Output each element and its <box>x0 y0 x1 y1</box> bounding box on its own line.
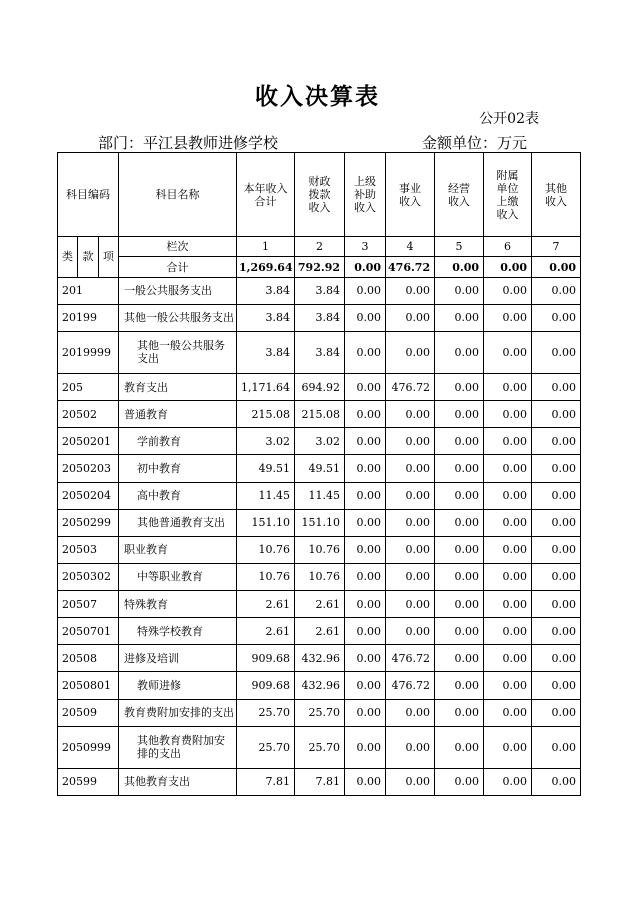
amount-cell: 0.00 <box>484 509 532 536</box>
subject-code: 2050999 <box>58 726 119 768</box>
amount-cell: 0.00 <box>345 768 386 795</box>
subject-name: 普通教育 <box>119 401 237 428</box>
subject-name: 其他一般公共服务支出 <box>119 331 237 373</box>
amount-cell: 0.00 <box>386 726 435 768</box>
column-number-row <box>58 237 581 257</box>
amount-cell: 0.00 <box>386 304 435 331</box>
total-value: 792.92 <box>295 257 345 277</box>
amount-cell: 1,171.64 <box>237 374 295 401</box>
amount-cell: 0.00 <box>532 509 581 536</box>
amount-cell: 0.00 <box>532 277 581 304</box>
amount-cell: 0.00 <box>532 699 581 726</box>
subject-code: 201 <box>58 277 119 304</box>
header-row <box>58 153 581 237</box>
amount-cell: 2.61 <box>295 618 345 645</box>
amount-cell: 11.45 <box>295 482 345 509</box>
subject-code: 20509 <box>58 699 119 726</box>
table-row <box>58 726 581 768</box>
amount-cell: 0.00 <box>345 277 386 304</box>
total-value: 476.72 <box>386 257 435 277</box>
subject-code: 2050204 <box>58 482 119 509</box>
table-row <box>58 277 581 304</box>
amount-cell: 0.00 <box>532 304 581 331</box>
amount-cell: 0.00 <box>532 726 581 768</box>
amount-cell: 0.00 <box>532 536 581 563</box>
amount-cell: 0.00 <box>532 591 581 618</box>
table-row <box>58 591 581 618</box>
amount-cell: 432.96 <box>295 645 345 672</box>
subject-code: 2050302 <box>58 563 119 590</box>
amount-cell: 215.08 <box>237 401 295 428</box>
subject-name: 其他一般公共服务支出 <box>119 304 237 331</box>
total-value: 0.00 <box>435 257 484 277</box>
amount-cell: 25.70 <box>295 699 345 726</box>
amount-cell: 0.00 <box>435 455 484 482</box>
amount-cell: 0.00 <box>435 374 484 401</box>
amount-cell: 0.00 <box>386 482 435 509</box>
amount-cell: 0.00 <box>484 591 532 618</box>
subject-name: 特殊学校教育 <box>119 618 237 645</box>
income-table <box>57 152 581 796</box>
amount-cell: 0.00 <box>386 331 435 373</box>
amount-cell: 0.00 <box>435 726 484 768</box>
table-row <box>58 509 581 536</box>
amount-cell: 10.76 <box>295 563 345 590</box>
amount-cell: 0.00 <box>435 645 484 672</box>
amount-cell: 0.00 <box>345 455 386 482</box>
subject-name: 特殊教育 <box>119 591 237 618</box>
subject-name: 一般公共服务支出 <box>119 277 237 304</box>
amount-cell: 0.00 <box>435 509 484 536</box>
amount-cell: 7.81 <box>237 768 295 795</box>
amount-cell: 0.00 <box>484 455 532 482</box>
amount-cell: 0.00 <box>484 672 532 699</box>
amount-cell: 0.00 <box>484 401 532 428</box>
table-row <box>58 455 581 482</box>
amount-cell: 151.10 <box>237 509 295 536</box>
amount-cell: 0.00 <box>386 563 435 590</box>
amount-cell: 0.00 <box>345 536 386 563</box>
subject-name: 其他教育费附加安排的支出 <box>119 726 237 768</box>
amount-cell: 3.84 <box>295 277 345 304</box>
amount-cell: 0.00 <box>386 428 435 455</box>
amount-cell: 0.00 <box>345 509 386 536</box>
amount-cell: 0.00 <box>345 726 386 768</box>
amount-cell: 0.00 <box>532 768 581 795</box>
total-value: 0.00 <box>345 257 386 277</box>
amount-cell: 49.51 <box>237 455 295 482</box>
amount-cell: 0.00 <box>345 374 386 401</box>
amount-cell: 909.68 <box>237 645 295 672</box>
amount-cell: 11.45 <box>237 482 295 509</box>
subject-code: 205 <box>58 374 119 401</box>
table-row <box>58 482 581 509</box>
amount-cell: 25.70 <box>237 699 295 726</box>
amount-cell: 0.00 <box>386 455 435 482</box>
subject-name: 高中教育 <box>119 482 237 509</box>
amount-cell: 0.00 <box>345 699 386 726</box>
subject-code: 2050201 <box>58 428 119 455</box>
col-number: 5 <box>435 237 484 257</box>
amount-cell: 0.00 <box>345 331 386 373</box>
subject-code: 2050299 <box>58 509 119 536</box>
amount-cell: 0.00 <box>345 482 386 509</box>
table-row <box>58 428 581 455</box>
table-row <box>58 699 581 726</box>
department-label: 部门：平江县教师进修学校 <box>98 134 279 152</box>
amount-unit-label: 金额单位：万元 <box>422 134 528 152</box>
amount-cell: 0.00 <box>386 509 435 536</box>
amount-cell: 0.00 <box>345 618 386 645</box>
page-title: 收入决算表 <box>255 83 380 110</box>
col-number: 1 <box>237 237 295 257</box>
subject-code: 20507 <box>58 591 119 618</box>
amount-cell: 49.51 <box>295 455 345 482</box>
subject-name: 进修及培训 <box>119 645 237 672</box>
amount-cell: 0.00 <box>532 401 581 428</box>
amount-cell: 0.00 <box>435 536 484 563</box>
amount-cell: 0.00 <box>345 672 386 699</box>
total-row <box>58 257 581 277</box>
amount-cell: 0.00 <box>345 645 386 672</box>
subject-name: 教师进修 <box>119 672 237 699</box>
subject-code: 2050701 <box>58 618 119 645</box>
subject-code: 20199 <box>58 304 119 331</box>
amount-cell: 3.84 <box>237 304 295 331</box>
amount-cell: 2.61 <box>237 618 295 645</box>
header-affiliated: 附属单位上缴收入 <box>484 153 532 237</box>
amount-cell: 0.00 <box>532 563 581 590</box>
amount-cell: 0.00 <box>435 304 484 331</box>
table-row <box>58 331 581 373</box>
form-number: 公开02表 <box>479 111 539 127</box>
amount-cell: 215.08 <box>295 401 345 428</box>
header-code: 科目编码 <box>58 153 119 237</box>
amount-cell: 0.00 <box>435 277 484 304</box>
amount-cell: 0.00 <box>345 401 386 428</box>
subject-name: 中等职业教育 <box>119 563 237 590</box>
amount-cell: 0.00 <box>435 482 484 509</box>
amount-cell: 0.00 <box>435 618 484 645</box>
amount-cell: 694.92 <box>295 374 345 401</box>
amount-cell: 432.96 <box>295 672 345 699</box>
header-business: 事业收入 <box>386 153 435 237</box>
subject-name: 职业教育 <box>119 536 237 563</box>
header-fiscal: 财政拨款收入 <box>295 153 345 237</box>
amount-cell: 0.00 <box>484 428 532 455</box>
amount-cell: 0.00 <box>386 699 435 726</box>
subject-code: 20508 <box>58 645 119 672</box>
subject-name: 其他教育支出 <box>119 768 237 795</box>
amount-cell: 0.00 <box>345 563 386 590</box>
total-value: 0.00 <box>532 257 581 277</box>
subject-code: 20502 <box>58 401 119 428</box>
amount-cell: 151.10 <box>295 509 345 536</box>
header-operating: 经营收入 <box>435 153 484 237</box>
subject-code: 2050801 <box>58 672 119 699</box>
amount-cell: 0.00 <box>484 277 532 304</box>
total-value: 0.00 <box>484 257 532 277</box>
amount-cell: 25.70 <box>237 726 295 768</box>
amount-cell: 0.00 <box>345 428 386 455</box>
subject-name: 教育支出 <box>119 374 237 401</box>
amount-cell: 0.00 <box>386 536 435 563</box>
amount-cell: 0.00 <box>484 374 532 401</box>
amount-cell: 476.72 <box>386 672 435 699</box>
header-lei: 类 <box>58 237 78 277</box>
amount-cell: 0.00 <box>484 482 532 509</box>
amount-cell: 0.00 <box>532 645 581 672</box>
amount-cell: 0.00 <box>532 374 581 401</box>
col-number: 7 <box>532 237 581 257</box>
amount-cell: 476.72 <box>386 374 435 401</box>
table-row <box>58 536 581 563</box>
amount-cell: 0.00 <box>484 699 532 726</box>
amount-cell: 0.00 <box>484 726 532 768</box>
subject-code: 20599 <box>58 768 119 795</box>
amount-cell: 10.76 <box>237 536 295 563</box>
amount-cell: 0.00 <box>435 428 484 455</box>
amount-cell: 0.00 <box>386 591 435 618</box>
amount-cell: 0.00 <box>484 618 532 645</box>
amount-cell: 0.00 <box>484 645 532 672</box>
amount-cell: 0.00 <box>484 536 532 563</box>
header-name: 科目名称 <box>119 153 237 237</box>
amount-cell: 0.00 <box>386 618 435 645</box>
col-number: 2 <box>295 237 345 257</box>
amount-cell: 3.84 <box>295 304 345 331</box>
table-row <box>58 304 581 331</box>
amount-cell: 0.00 <box>386 277 435 304</box>
header-xiang: 项 <box>99 237 119 277</box>
table-row <box>58 374 581 401</box>
amount-cell: 3.02 <box>295 428 345 455</box>
amount-cell: 0.00 <box>386 401 435 428</box>
column-number-label: 栏次 <box>119 237 237 257</box>
subject-name: 教育费附加安排的支出 <box>119 699 237 726</box>
amount-cell: 0.00 <box>484 304 532 331</box>
table-row <box>58 768 581 795</box>
amount-cell: 0.00 <box>435 563 484 590</box>
header-total: 本年收入合计 <box>237 153 295 237</box>
amount-cell: 0.00 <box>345 304 386 331</box>
col-number: 3 <box>345 237 386 257</box>
table-row <box>58 645 581 672</box>
table-row <box>58 401 581 428</box>
subject-name: 其他普通教育支出 <box>119 509 237 536</box>
amount-cell: 0.00 <box>435 699 484 726</box>
amount-cell: 10.76 <box>295 536 345 563</box>
amount-cell: 0.00 <box>484 768 532 795</box>
header-other: 其他收入 <box>532 153 581 237</box>
amount-cell: 0.00 <box>435 331 484 373</box>
amount-cell: 3.02 <box>237 428 295 455</box>
amount-cell: 25.70 <box>295 726 345 768</box>
col-number: 4 <box>386 237 435 257</box>
col-number: 6 <box>484 237 532 257</box>
table-row <box>58 672 581 699</box>
amount-cell: 0.00 <box>532 672 581 699</box>
subject-name: 初中教育 <box>119 455 237 482</box>
amount-cell: 0.00 <box>532 455 581 482</box>
amount-cell: 0.00 <box>484 331 532 373</box>
amount-cell: 0.00 <box>345 591 386 618</box>
amount-cell: 0.00 <box>532 482 581 509</box>
amount-cell: 0.00 <box>484 563 532 590</box>
amount-cell: 0.00 <box>435 591 484 618</box>
amount-cell: 10.76 <box>237 563 295 590</box>
amount-cell: 2.61 <box>237 591 295 618</box>
amount-cell: 0.00 <box>435 401 484 428</box>
header-subsidy: 上级补助收入 <box>345 153 386 237</box>
amount-cell: 476.72 <box>386 645 435 672</box>
amount-cell: 909.68 <box>237 672 295 699</box>
table-row <box>58 618 581 645</box>
total-label: 合计 <box>119 257 237 277</box>
amount-cell: 3.84 <box>295 331 345 373</box>
amount-cell: 0.00 <box>435 768 484 795</box>
total-value: 1,269.64 <box>237 257 295 277</box>
subject-name: 学前教育 <box>119 428 237 455</box>
amount-cell: 3.84 <box>237 277 295 304</box>
amount-cell: 0.00 <box>532 331 581 373</box>
amount-cell: 2.61 <box>295 591 345 618</box>
subject-code: 2019999 <box>58 331 119 373</box>
amount-cell: 0.00 <box>532 618 581 645</box>
amount-cell: 0.00 <box>532 428 581 455</box>
table-row <box>58 563 581 590</box>
header-kuan: 款 <box>78 237 99 277</box>
amount-cell: 0.00 <box>386 768 435 795</box>
subject-code: 20503 <box>58 536 119 563</box>
amount-cell: 3.84 <box>237 331 295 373</box>
subject-code: 2050203 <box>58 455 119 482</box>
amount-cell: 7.81 <box>295 768 345 795</box>
amount-cell: 0.00 <box>435 672 484 699</box>
